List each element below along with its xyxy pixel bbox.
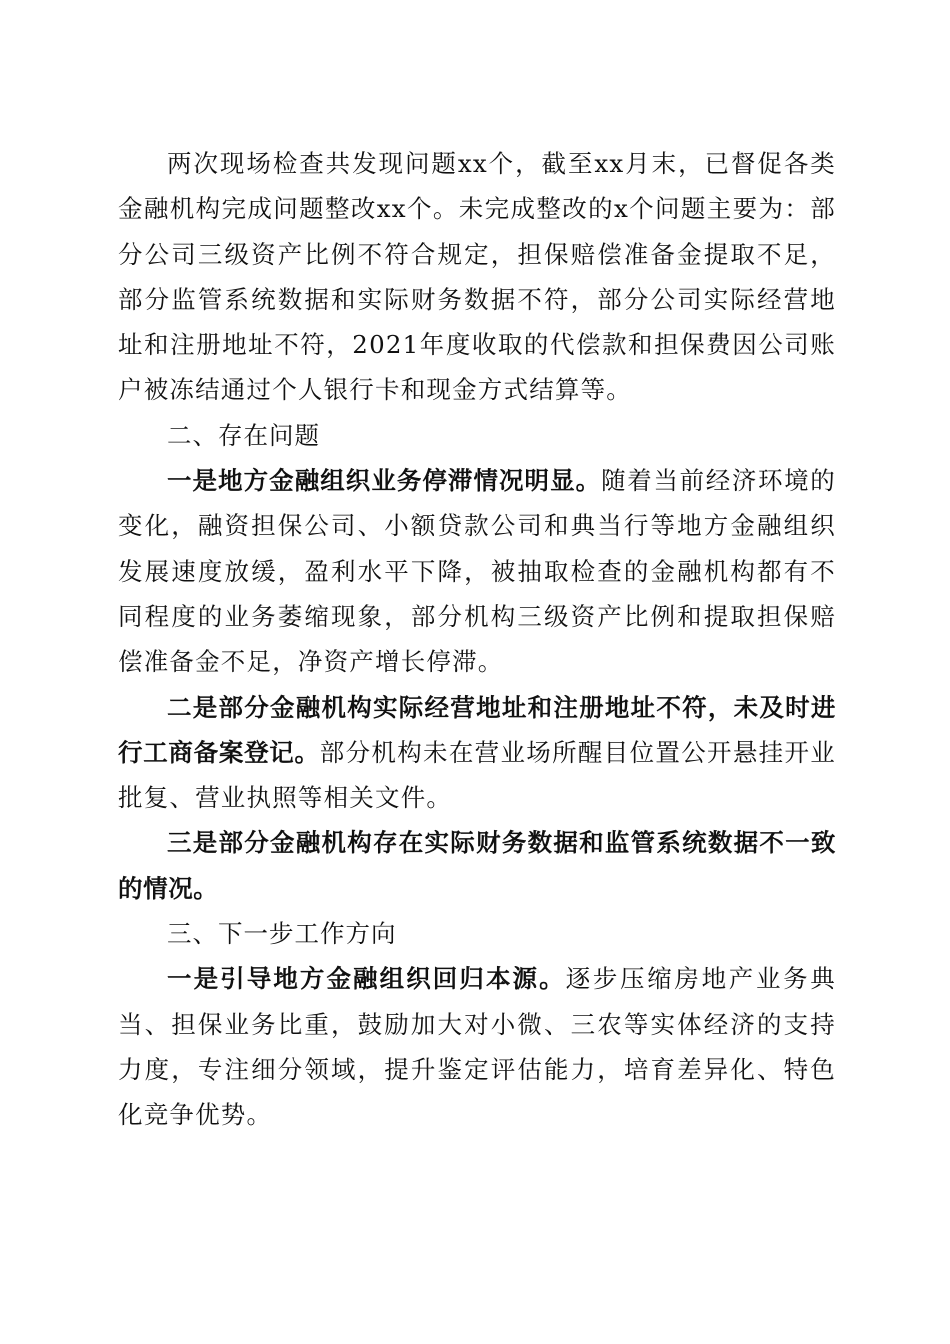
paragraph-direction-1 bbox=[118, 956, 836, 1137]
problem-1-lead: 一是地方金融组织业务停滞情况明显。 bbox=[167, 466, 602, 496]
section-heading-problems: 二、存在问题 bbox=[167, 420, 320, 450]
problem-3-lead: 三是部分金融机构存在实际财务数据和监管系统数据不一致的情况。 bbox=[118, 828, 836, 903]
paragraph-problem-2 bbox=[118, 685, 836, 821]
document-body bbox=[118, 141, 836, 1138]
section-heading-next-steps: 三、下一步工作方向 bbox=[167, 919, 397, 949]
paragraph-problem-3 bbox=[118, 820, 836, 911]
direction-1-body: 逐步压缩房地产业务典当、担保业务比重，鼓励加大对小微、三农等实体经济的支持力度，专注细分领域，提升鉴定评估能力，培育差异化、特色化竞争优势。 bbox=[118, 964, 836, 1130]
paragraph-problem-1 bbox=[118, 458, 836, 684]
problem-2-body: 部分机构未在营业场所醒目位置公开悬挂开业批复、营业执照等相关文件。 bbox=[118, 737, 836, 813]
direction-1-lead: 一是引导地方金融组织回归本源。 bbox=[167, 964, 566, 994]
problem-1-body: 随着当前经济环境的变化，融资担保公司、小额贷款公司和典当行等地方金融组织发展速度放缓，盈利水平下降，被抽取检查的金融机构都有不同程度的业务萎缩现象，部分机构三级资产比例和提取担保赔偿准备金不足，净资产增长停滞。 bbox=[118, 466, 836, 677]
paragraph-inspection-summary: 两次现场检查共发现问题xx个，截至xx月末，已督促各类金融机构完成问题整改xx个。未完成整改的x个问题主要为：部分公司三级资产比例不符合规定，担保赔偿准备金提取不足，部分监管系统数据和实际财务数据不符，部分公司实际经营地址和注册地址不符，2021年度收取的代偿款和担保费因公司账户被冻结通过个人银行卡和现金方式结算等。 bbox=[118, 149, 836, 405]
problem-2-lead: 二是部分金融机构实际经营地址和注册地址不符，未及时进行工商备案登记。 bbox=[118, 692, 836, 767]
